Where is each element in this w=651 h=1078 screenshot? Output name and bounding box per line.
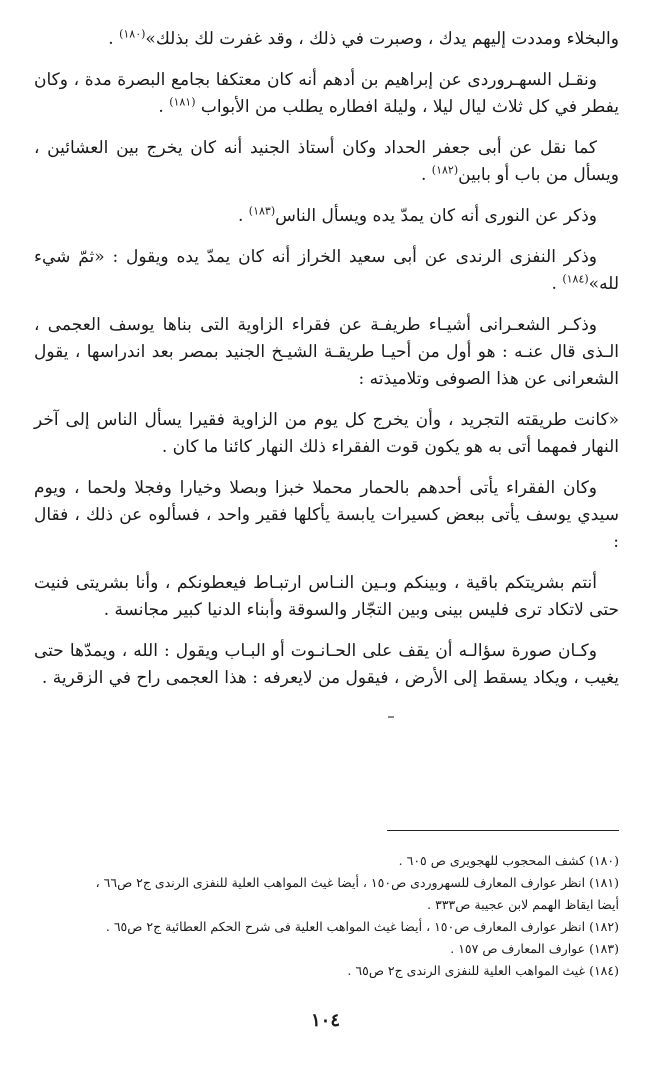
paragraph-2: ونقـل السهـروردى عن إبراهيم بن أدهم أنه كان معتكفا بجامع البصرة مدة ، وكان يفطر في كل ثلاث ليال ليلا ، وليلة افطاره يطلب من الأبواب $^{(١٨١)}$ .: [34, 70, 619, 117]
footnote-184: (١٨٤) غيث المواهب العلية للنفزى الرندى ج٢ ص٦٥ .: [347, 963, 619, 978]
footnote-180: (١٨٠) كشف المحجوب للهجويرى ص ٦٠٥ .: [398, 853, 619, 868]
quote-paragraph-3: أنتم بشريتكم باقية ، وبينكم وبـين النـاس ارتبـاط فيعطونكم ، وأنا بشريتى فنيت حتى لاتكاد ترى فليس بينى وبين التجّار والسوقة وأبناء الدنيا كبير مجانسة .: [34, 573, 619, 620]
footnote-ref-182: (١٨٢): [431, 163, 459, 177]
footnote-182: (١٨٢) انظر عوارف المعارف ص١٥٠ ، أيضا غيث المواهب العلية فى شرح الحكم العطائية ج٢ ص٦٥ .: [105, 919, 619, 934]
footnote-rule: [387, 830, 619, 831]
footnote-183: (١٨٣) عوارف المعارف ص ١٥٧ .: [450, 941, 619, 956]
quote-paragraph-1: «كانت طريقته التجريد ، وأن يخرج كل يوم من الزاوية فقيرا يسأل الناس إلى آخر النهار فمهما أتى به هو يكون قوت الفقراء ذلك النهار كائنا ما كان .: [34, 410, 619, 457]
footnotes: [30, 850, 619, 982]
paragraph-1: والبخلاء ومددت إليهم يدك ، وصبرت في ذلك ، وقد غفرت لك بذلك»$^{(١٨٠)}$ .: [108, 27, 619, 49]
separator-mark: [388, 716, 394, 718]
paragraph-3-text: كما نقل عن أبى جعفر الحداد وكان أستاذ الجنيد أنه كان يخرج بين العشائين ، ويسأل من باب أو بابين: [34, 138, 619, 185]
main-text: [34, 26, 619, 706]
footnote-ref-184: (١٨٤): [562, 272, 589, 286]
paragraph-4: وذكر عن النورى أنه كان يمدّ يده ويسأل الناس$^{(١٨٣)}$ .: [237, 204, 597, 226]
paragraph-6: وذكـر الشعـرانى أشيـاء طريفـة عن فقراء الزاوية التى بناها يوسف العجمى ، الـذى قال عنـه : هو أول من أحيـا طريقـة الشيـخ الجنيد بمصر بعد اندراسها ، يقول الشعرانى عن هذا الصوفى وتلاميذته :: [34, 315, 619, 389]
footnote-ref-180: (١٨٠): [119, 27, 146, 41]
quote-paragraph-2: وكان الفقراء يأتى أحدهم بالحمار محملا خبزا وبصلا وخيارا وفجلا ولحما ، ويوم سيدي يوسف يأتى ببعض كسيرات يابسة يأكلها فقير واحد ، فسألوه عن ذلك ، فقال :: [34, 478, 619, 552]
footnote-ref-181: (١٨١): [169, 95, 196, 109]
paragraph-4-text: وذكر عن النورى أنه كان يمدّ يده ويسأل الناس: [275, 206, 597, 226]
paragraph-3: كما نقل عن أبى جعفر الحداد وكان أستاذ الجنيد أنه كان يخرج بين العشائين ، ويسأل من باب أو بابين$^{(١٨٢)}$ .: [34, 138, 619, 185]
paragraph-1-text: والبخلاء ومددت إليهم يدك ، وصبرت في ذلك ، وقد غفرت لك بذلك»: [145, 29, 619, 49]
paragraph-5-text: وذكر النفزى الرندى عن أبى سعيد الخراز أنه كان يمدّ يده ويقول : «ثمّ شيء لله»: [34, 247, 619, 294]
paragraph-2-text: ونقـل السهـروردى عن إبراهيم بن أدهم أنه كان معتكفا بجامع البصرة مدة ، وكان يفطر في كل ثلاث ليال ليلا ، وليلة افطاره يطلب من الأبواب: [34, 70, 619, 117]
footnote-ref-183: (١٨٣): [248, 204, 276, 218]
footnote-181-continued: أيضا ايقاظ الهمم لابن عجيبة ص٣٣٣ .: [427, 897, 619, 912]
paragraph-5: وذكر النفزى الرندى عن أبى سعيد الخراز أنه كان يمدّ يده ويقول : «ثمّ شيء لله»$^{(١٨٤)}$ .: [34, 247, 619, 294]
page-number: ١٠٤: [310, 1010, 340, 1031]
quote-paragraph-4: وكـان صورة سؤالـه أن يقف على الحـانـوت أو البـاب ويقول : الله ، ويمدّها حتى يغيب ، ويكاد يسقط إلى الأرض ، فيقول من لايعرفه : هذا العجمى راح في الزقرية .: [34, 641, 619, 688]
footnote-181: (١٨١) انظر عوارف المعارف للسهروردى ص١٥٠ ، أيضا غيث المواهب العلية للنفزى الرندى ج٢ ص٦٦ ،: [95, 875, 619, 890]
